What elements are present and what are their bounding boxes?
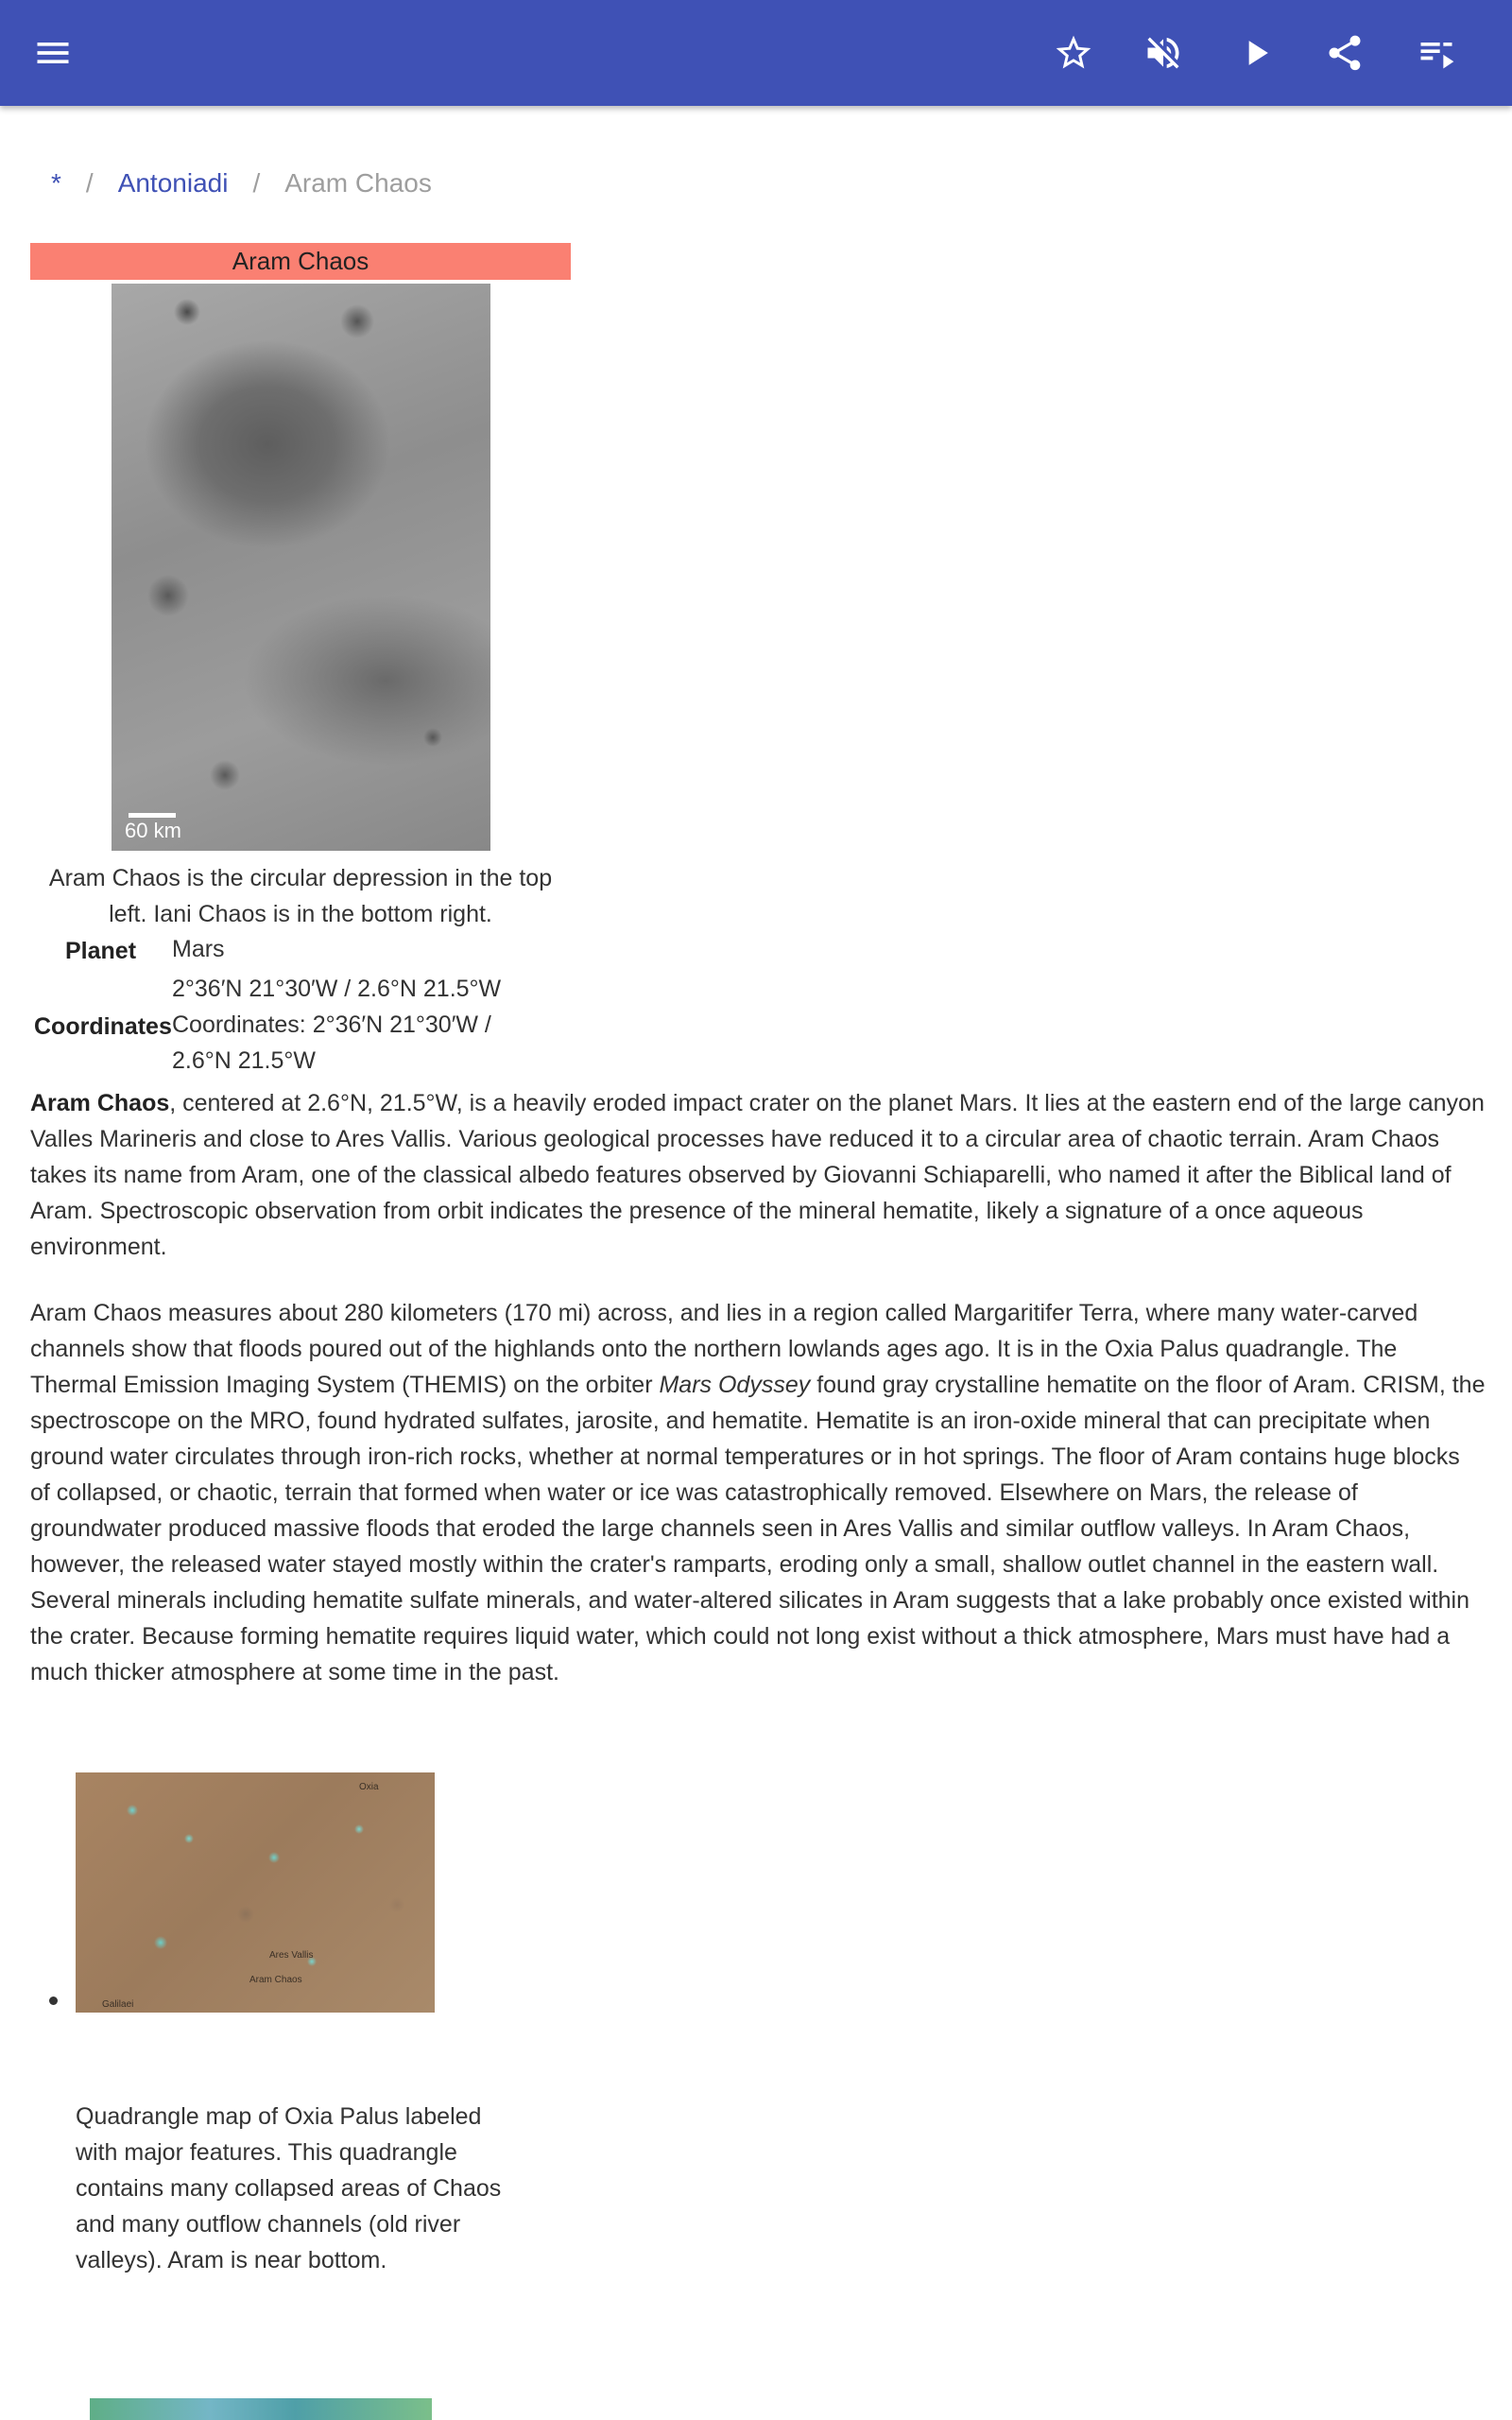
map-label: Aram Chaos: [249, 1975, 302, 1985]
breadcrumb-parent-link[interactable]: Antoniadi: [117, 168, 229, 198]
breadcrumb-separator: /: [85, 168, 94, 198]
planet-value: Mars: [172, 936, 225, 962]
menu-icon[interactable]: [23, 23, 83, 83]
map-label: Ares Vallis: [269, 1950, 314, 1961]
infobox: [30, 243, 571, 1074]
map-label: Oxia: [359, 1782, 379, 1792]
playlist-icon[interactable]: [1406, 23, 1467, 83]
paragraph: Aram Chaos, centered at 2.6°N, 21.5°W, is a heavily eroded impact crater on the planet Mars. It lies at the eastern end of the large canyon Valles Marineris and close to Ares Vallis. Various geological processes have reduced it to a circular area of chaotic terrain. Aram Chaos takes its name from Aram, one of the classical albedo features observed by Giovanni Schiaparelli, who named it after the Biblical land of Aram. Spectroscopic observation from orbit indicates the presence of the mineral hematite, likely a signature of a once aqueous environment.: [30, 1090, 1485, 1260]
breadcrumb-home-link[interactable]: *: [51, 168, 61, 198]
play-icon[interactable]: [1226, 23, 1286, 83]
paragraph: Aram Chaos measures about 280 kilometers (170 mi) across, and lies in a region called Margaritifer Terra, where many water-carved channels show that floods poured out of the highlands onto the northern lowlands ages ago. It is in the Oxia Palus quadrangle. The Thermal Emission Imaging System (THEMIS) on the orbiter Mars Odyssey found gray crystalline hematite on the floor of Aram. CRISM, the spectroscope on the MRO, found hydrated sulfates, jarosite, and hematite. Hematite is an iron-oxide mineral that can precipitate when ground water circulates through iron-rich rocks, whether at normal temperatures or in hot springs. The floor of Aram contains huge blocks of collapsed, or chaotic, terrain that formed when water or ice was catastrophically removed. Elsewhere on Mars, the release of groundwater produced massive floods that eroded the large channels seen in Ares Vallis and similar outflow valleys. In Aram Chaos, however, the released water stayed mostly within the crater's ramparts, eroding only a small, shallow outlet channel in the eastern wall. Several minerals including hematite sulfate minerals, and water-altered silicates in Aram suggests that a lake probably once existed within the crater. Because forming hematite requires liquid water, which could not long exist without a thick atmosphere, Mars must have had a much thicker atmosphere at some time in the past.: [30, 1300, 1486, 1685]
coordinates-value: 2.6°N 21.5°W: [172, 1047, 317, 1074]
gallery-image[interactable]: [90, 2398, 432, 2420]
image-caption: Aram Chaos is the circular depression in the top left. Iani Chaos is in the bottom right.: [48, 865, 553, 927]
coordinates-value: Coordinates: 2°36′N 21°30′W /: [172, 1011, 491, 1038]
planet-label: Planet: [65, 938, 137, 964]
volume-off-icon[interactable]: [1133, 23, 1194, 83]
breadcrumb-current: Aram Chaos: [284, 168, 432, 198]
oxia-palus-map-image[interactable]: [76, 1772, 435, 2013]
scale-label: 60 km: [125, 819, 181, 842]
article-body: [30, 1085, 1486, 1720]
app-toolbar: [0, 0, 1512, 106]
map-label: Galilaei: [102, 1999, 134, 2010]
italic-term: Mars Odyssey: [659, 1372, 811, 1398]
infobox-title: Aram Chaos: [30, 243, 571, 280]
aram-chaos-image[interactable]: [112, 284, 490, 851]
coordinates-label: Coordinates: [34, 1013, 172, 1040]
list-bullet: [49, 1996, 58, 2005]
article-subject: Aram Chaos: [30, 1090, 170, 1116]
breadcrumb: [51, 168, 432, 199]
gallery-caption: Quadrangle map of Oxia Palus labeled with major features. This quadrangle contains many collapsed areas of Chaos and many outflow channels (old river valleys). Aram is near bottom.: [76, 2103, 502, 2273]
star-outline-icon[interactable]: [1043, 23, 1104, 83]
coordinates-value[interactable]: 2°36′N 21°30′W / 2.6°N 21.5°W: [172, 976, 502, 1002]
breadcrumb-separator: /: [252, 168, 261, 198]
scale-bar: [129, 813, 176, 818]
share-icon[interactable]: [1314, 23, 1375, 83]
